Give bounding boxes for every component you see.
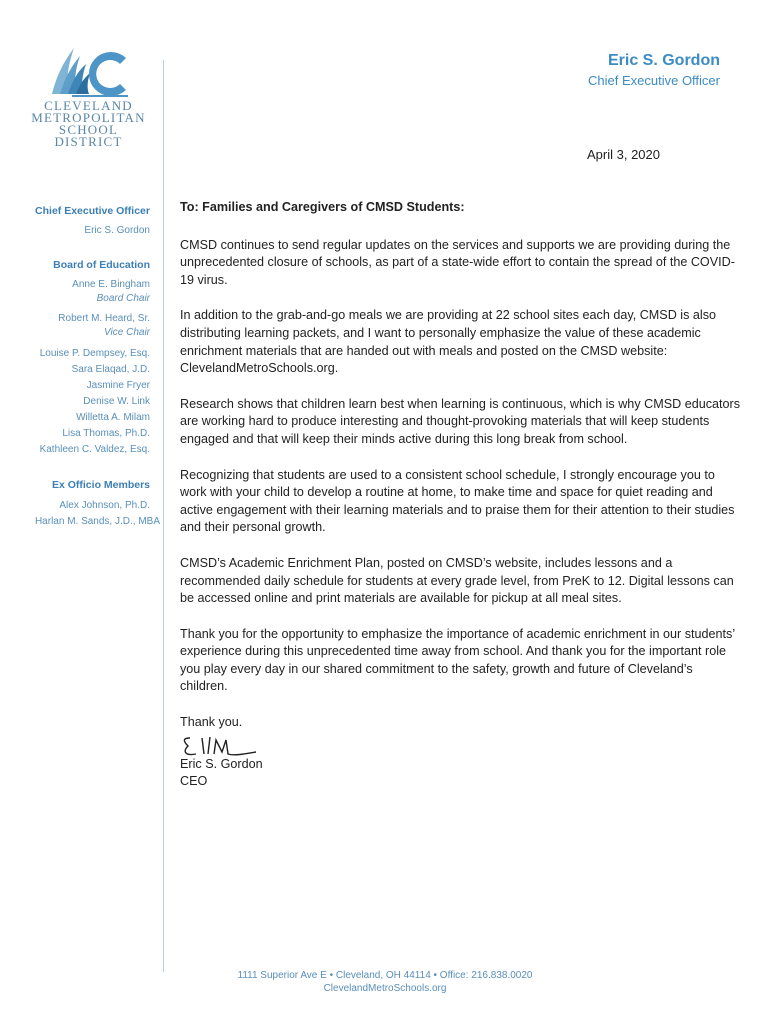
letter-paragraph: Recognizing that students are used to a consistent school schedule, I strongly encourage you to work with your child to develop a routine at home, to make time and space for quiet reading and active engagement with their learning materials and to praise them for their attention to their studies and their personal growth.: [180, 467, 735, 535]
letter-paragraph: CMSD continues to send regular updates on the services and supports we are providing during the unprecedented closure of schools, as part of a state-wide effort to contain the spread of the COVID-19 virus.: [180, 237, 735, 287]
board-member: Lisa Thomas, Ph.D.: [62, 428, 150, 439]
header-title: Chief Executive Officer: [588, 73, 720, 88]
signer-title: CEO: [180, 774, 208, 789]
ceo-heading: Chief Executive Officer: [35, 205, 150, 217]
board-member: Kathleen C. Valdez, Esq.: [39, 444, 150, 455]
board-role: Board Chair: [96, 293, 150, 304]
letter-closing: Thank you.: [180, 715, 243, 730]
board-member: Sara Elaqad, J.D.: [71, 364, 150, 375]
board-member: Denise W. Link: [83, 396, 150, 407]
ceo-name: Eric S. Gordon: [84, 225, 150, 236]
letter-paragraph: Thank you for the opportunity to emphasize the importance of academic enrichment in our students’ experience during this unprecedented time away from school. And thank you for the important role you play every day in our shared commitment to the safety, growth and future of Cleveland’s children.: [180, 626, 735, 694]
letter-body: [180, 199, 740, 791]
board-member: Robert M. Heard, Sr.: [58, 313, 150, 324]
letter-paragraph: In addition to the grab-and-go meals we are providing at 22 school sites each day, CMSD is also distributing learning packets, and I want to personally emphasize the value of these academic enrichment materials that are handed out with meals and posted on the CMSD website: ClevelandMetroSchools.org.: [180, 308, 716, 376]
letter-greeting: To: Families and Caregivers of CMSD Students:: [180, 200, 465, 214]
header-name: Eric S. Gordon: [607, 52, 720, 69]
ex-officio-member: Alex Johnson, Ph.D.: [59, 500, 150, 511]
letterhead-footer: [0, 969, 770, 995]
board-member: Anne E. Bingham: [72, 279, 150, 290]
signature-icon: [180, 734, 260, 758]
board-sidebar: [10, 204, 160, 530]
district-logo: [26, 42, 151, 148]
logo-line-2: METROPOLITAN: [31, 110, 146, 125]
board-heading: Board of Education: [53, 259, 150, 271]
signer-name: Eric S. Gordon: [180, 756, 263, 771]
sidebar-divider: [163, 60, 164, 972]
ex-officio-heading: Ex Officio Members: [51, 479, 150, 491]
footer-website[interactable]: ClevelandMetroSchools.org: [323, 983, 447, 994]
logo-line-1: CLEVELAND: [44, 98, 133, 113]
letterhead-header: [588, 52, 720, 88]
board-member: Louise P. Dempsey, Esq.: [39, 348, 150, 359]
district-logo-icon: [46, 42, 132, 98]
board-member: Jasmine Fryer: [86, 380, 150, 391]
ex-officio-member: Harlan M. Sands, J.D., MBA: [34, 516, 160, 527]
letter-date: April 3, 2020: [587, 147, 660, 162]
board-role: Vice Chair: [104, 327, 150, 338]
footer-address: 1111 Superior Ave E • Cleveland, OH 44114 • Office: 216.838.0020: [237, 970, 533, 981]
logo-line-3: SCHOOL DISTRICT: [54, 122, 123, 149]
letter-paragraph: CMSD’s Academic Enrichment Plan, posted on CMSD’s website, includes lessons and a recommended daily schedule for students at every grade level, from PreK to 12. Digital lessons can be accessed online and print materials are available for pickup at all meal sites.: [180, 555, 734, 606]
board-member: Willetta A. Milam: [76, 412, 150, 423]
letter-paragraph: Research shows that children learn best when learning is continuous, which is why CMSD educators are working hard to produce interesting and thought-provoking materials that will keep students engaged and that will keep their minds active during this long break from school.: [180, 396, 740, 446]
